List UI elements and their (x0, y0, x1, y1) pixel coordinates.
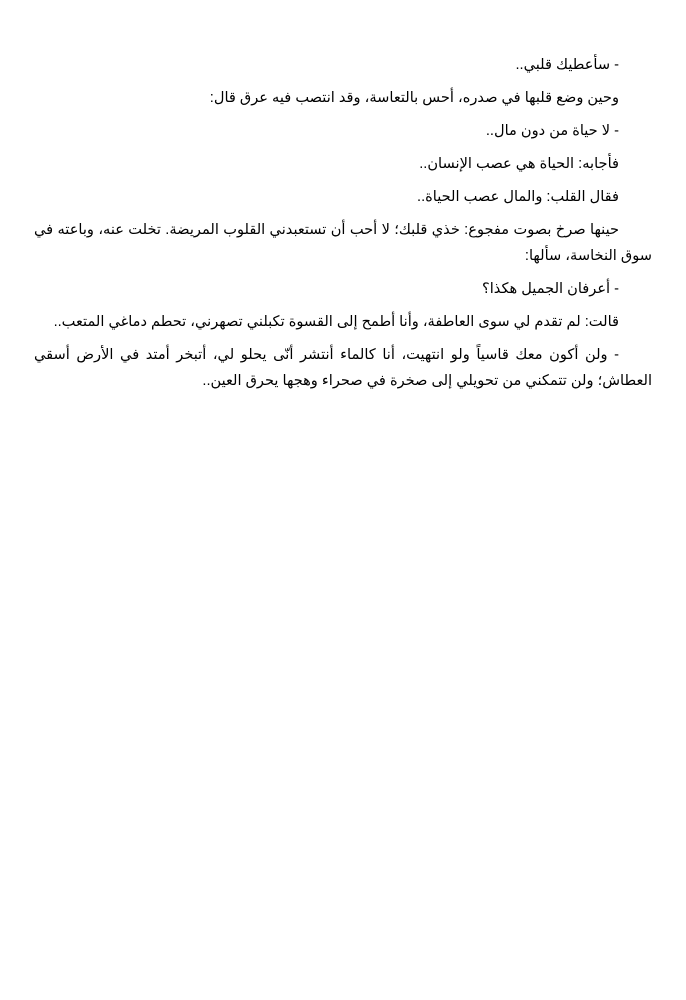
paragraph-7: - أعرفان الجميل هكذا؟ (481, 281, 619, 297)
paragraph-6: حينها صرخ بصوت مفجوع: خذي قلبك؛ لا أحب أن تستعبدني القلوب المريضة. تخلت عنه، وباعته في سوق النخاسة، سألها: (34, 222, 652, 264)
paragraph-2: وحين وضع قلبها في صدره، أحس بالتعاسة، وقد انتصب فيه عرق قال: (209, 90, 619, 106)
paragraph-4: فأجابه: الحياة هي عصب الإنسان.. (419, 156, 619, 172)
paragraph-3: - لا حياة من دون مال.. (485, 123, 619, 139)
document-page (34, 52, 652, 401)
paragraph-8: قالت: لم تقدم لي سوى العاطفة، وأنا أطمح إلى القسوة تكبلني تصهرني، تحطم دماغي المتعب.. (53, 314, 619, 330)
paragraph-5: فقال القلب: والمال عصب الحياة.. (417, 189, 619, 205)
paragraph-1: - سأعطيك قلبي.. (515, 57, 619, 73)
paragraph-9: - ولن أكون معك قاسياً ولو انتهيت، أنا كالماء أنتشر أنّى يحلو لي، أتبخر أمتد في الأرض أسقي العطاش؛ ولن تتمكني من تحويلي إلى صخرة في صحراء وهجها يحرق العين.. (34, 347, 652, 389)
